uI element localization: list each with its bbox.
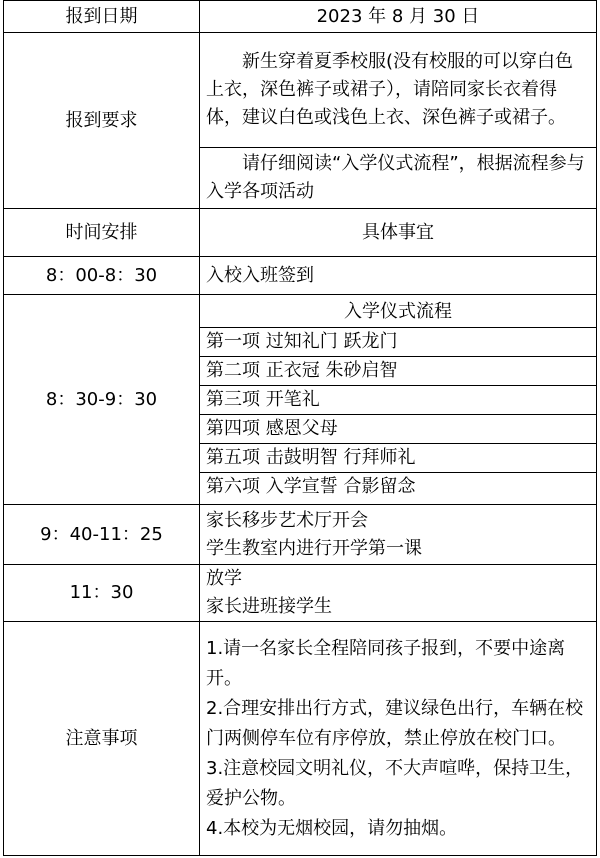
slot-4-time: 11：30 [4, 565, 200, 622]
date-value: 2023 年 8 月 30 日 [200, 1, 597, 33]
slot-row-3 [4, 505, 597, 565]
notes-cell [200, 622, 597, 856]
slot-1-detail: 入校入班签到 [200, 257, 597, 295]
time-header: 时间安排 [4, 209, 200, 257]
slot-3-detail [200, 505, 597, 565]
date-label: 报到日期 [4, 1, 200, 33]
ceremony-step-6: 第六项 入学宣誓 合影留念 [206, 476, 416, 498]
ceremony-title: 入学仪式流程 [200, 297, 596, 327]
slot-row-1 [4, 257, 597, 295]
requirements-item-1: 新生穿着夏季校服(没有校服的可以穿白色上衣，深色裤子或裙子），请陪同家长衣着得体，建议白色或浅色上衣、深色裤子或裙子。 [200, 33, 597, 148]
ceremony-cell [200, 295, 597, 505]
ceremony-step-3: 第三项 开笔礼 [200, 385, 596, 414]
note-item-4: 4.本校为无烟校园，请勿抽烟。 [206, 817, 458, 839]
slot-3-line-2: 学生教室内进行开学第一课 [206, 537, 422, 559]
date-row [4, 1, 597, 33]
slot-row-2 [4, 295, 597, 505]
slot-row-4 [4, 565, 597, 622]
slot-3-line-1: 家长移步艺术厅开会 [206, 509, 368, 531]
schedule-table [3, 0, 597, 856]
note-item-3: 3.注意校园文明礼仪，不大声喧哗，保持卫生，爱护公物。 [206, 757, 584, 809]
slot-4-detail [200, 565, 597, 622]
slot-3-time: 9：40-11：25 [4, 505, 200, 565]
slot-4-line-1: 放学 [206, 568, 242, 589]
ceremony-step-2: 第二项 正衣冠 朱砂启智 [200, 356, 596, 385]
slot-4-line-2: 家长进班接学生 [206, 596, 332, 617]
requirements-label: 报到要求 [4, 33, 200, 209]
ceremony-steps-table [200, 297, 596, 502]
ceremony-step-4: 第四项 感恩父母 [200, 414, 596, 443]
ceremony-step-1: 第一项 过知礼门 跃龙门 [200, 327, 596, 356]
notes-row [4, 622, 597, 856]
schedule-header-row [4, 209, 597, 257]
note-item-1: 1.请一名家长全程陪同孩子报到，不要中途离开。 [206, 637, 566, 689]
requirements-row-1 [4, 33, 597, 148]
slot-1-time: 8：00-8：30 [4, 257, 200, 295]
slot-2-time: 8：30-9：30 [4, 295, 200, 505]
ceremony-step-5: 第五项 击鼓明智 行拜师礼 [200, 443, 596, 472]
note-item-2: 2.合理安排出行方式，建议绿色出行，车辆在校门两侧停车位有序停放，禁止停放在校门口。 [206, 697, 584, 749]
notes-label: 注意事项 [4, 622, 200, 856]
registration-schedule-document [3, 0, 596, 856]
requirements-item-2: 请仔细阅读“入学仪式流程”，根据流程参与入学各项活动 [200, 148, 597, 209]
detail-header: 具体事宜 [200, 209, 597, 257]
